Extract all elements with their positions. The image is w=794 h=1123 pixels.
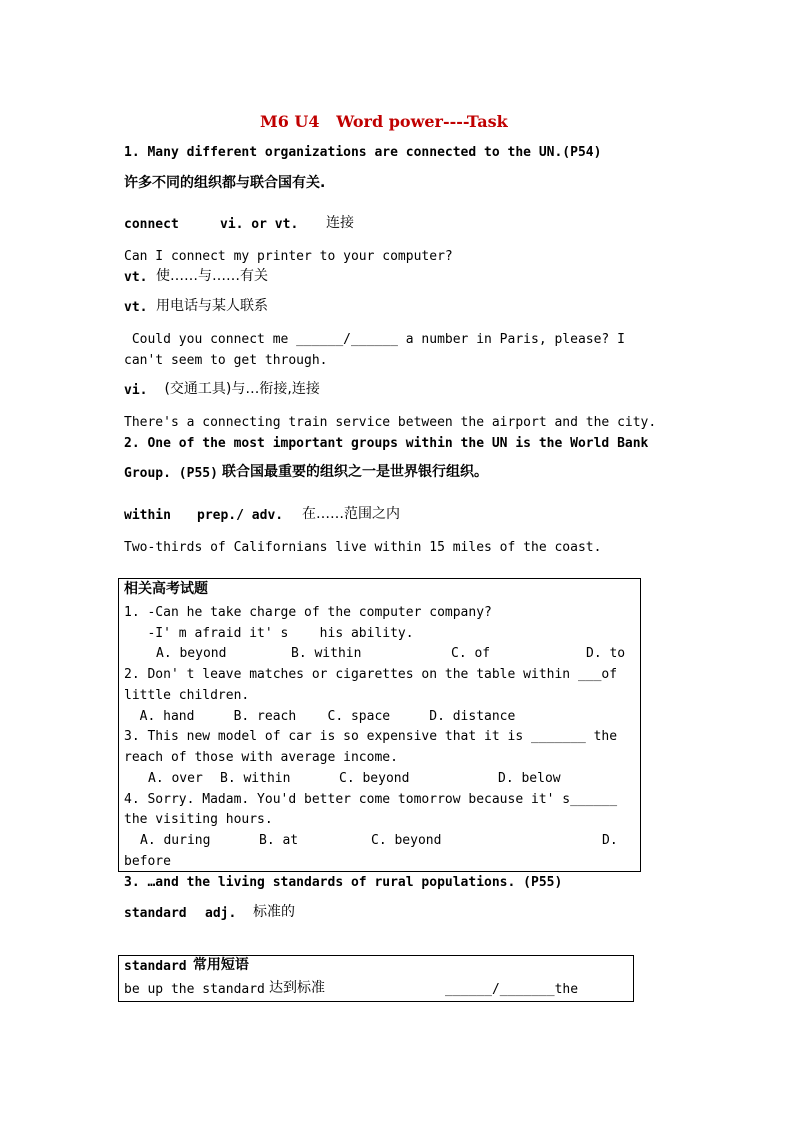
phrase-row1-blank: ______/_______the [445,982,579,997]
item1-translation: 许多不同的组织都与联合国有关. [124,175,326,191]
item2-word: within [124,508,171,523]
exam-q4-option-d-text: before [124,854,171,869]
item2-meaning: 在……范围之内 [302,506,400,522]
item3-meaning: 标准的 [253,904,295,920]
item3-word: standard [124,906,187,921]
item2-heading-line2-cn: 联合国最重要的组织之一是世界银行组织。 [222,464,488,480]
exam-q1-option-b: B. within [291,646,362,661]
item1-vi-meaning: (交通工具)与…衔接,连接 [160,381,320,397]
item2-heading-line2-en: Group. (P55) [124,466,218,481]
item1-example1: Can I connect my printer to your computer? [124,249,453,264]
item1-example3: There's a connecting train service between the airport and the city. [124,415,657,430]
item1-example2-line1: Could you connect me ______/______ a number in Paris, please? I [124,332,625,347]
exam-q3-option-c: C. beyond [339,771,410,786]
item1-pos: vi. or vt. [220,217,299,232]
exam-questions-box [118,578,641,872]
exam-q3-option-a: A. over [148,771,203,786]
exam-q4-option-d: D. [602,833,618,848]
exam-q1-option-a: A. beyond [156,646,227,661]
item3-pos: adj. [205,906,237,921]
item1-meaning: 连接 [326,215,354,231]
item2-heading-line1: 2. One of the most important groups within the UN is the World Bank [124,436,649,451]
item2-example: Two-thirds of Californians live within 15 miles of the coast. [124,540,602,555]
item3-heading: 3. …and the living standards of rural populations. (P55) [124,875,563,890]
phrase-row1-en: be up the standard [124,982,265,997]
item2-pos: prep./ adv. [197,508,284,523]
item1-example2-line2: can't seem to get through. [124,353,328,368]
exam-q3-line2: reach of those with average income. [124,750,398,765]
exam-q1-line2: -I' m afraid it' s his ability. [124,626,414,641]
phrase-row1-cn: 达到标准 [269,980,325,996]
exam-q2-line2: little children. [124,688,250,703]
exam-q4-option-c: C. beyond [371,833,442,848]
phrase-box-heading-en: standard [124,959,187,974]
item1-heading: 1. Many different organizations are connected to the UN.(P54) [124,145,602,160]
page-title: M6 U4 Word power----Task [260,112,508,131]
item1-vt1-meaning: 使……与……有关 [156,268,268,284]
exam-q3-option-d: D. below [498,771,561,786]
exam-q4-line1: 4. Sorry. Madam. You'd better come tomorrow because it' s______ [124,792,618,807]
exam-q1-option-c: C. of [451,646,491,661]
item1-vi-pos: vi. [124,383,148,398]
exam-q3-option-b: B. within [220,771,291,786]
exam-q3-line1: 3. This new model of car is so expensive that it is _______ the [124,729,618,744]
exam-q1-line1: 1. -Can he take charge of the computer company? [124,605,492,620]
exam-box-heading: 相关高考试题 [124,581,208,597]
exam-q4-option-b: B. at [259,833,299,848]
exam-q2-options: A. hand B. reach C. space D. distance [124,709,516,724]
item1-vt2-pos: vt. [124,300,148,315]
item1-vt2-meaning: 用电话与某人联系 [156,298,268,314]
phrase-box-heading-cn: 常用短语 [188,957,249,973]
item1-word: connect [124,217,179,232]
item1-vt1-pos: vt. [124,270,148,285]
exam-q2-line1: 2. Don' t leave matches or cigarettes on the table within ___of [124,667,618,682]
exam-q1-option-d: D. to [586,646,626,661]
exam-q4-option-a: A. during [140,833,211,848]
exam-q4-line2: the visiting hours. [124,812,273,827]
